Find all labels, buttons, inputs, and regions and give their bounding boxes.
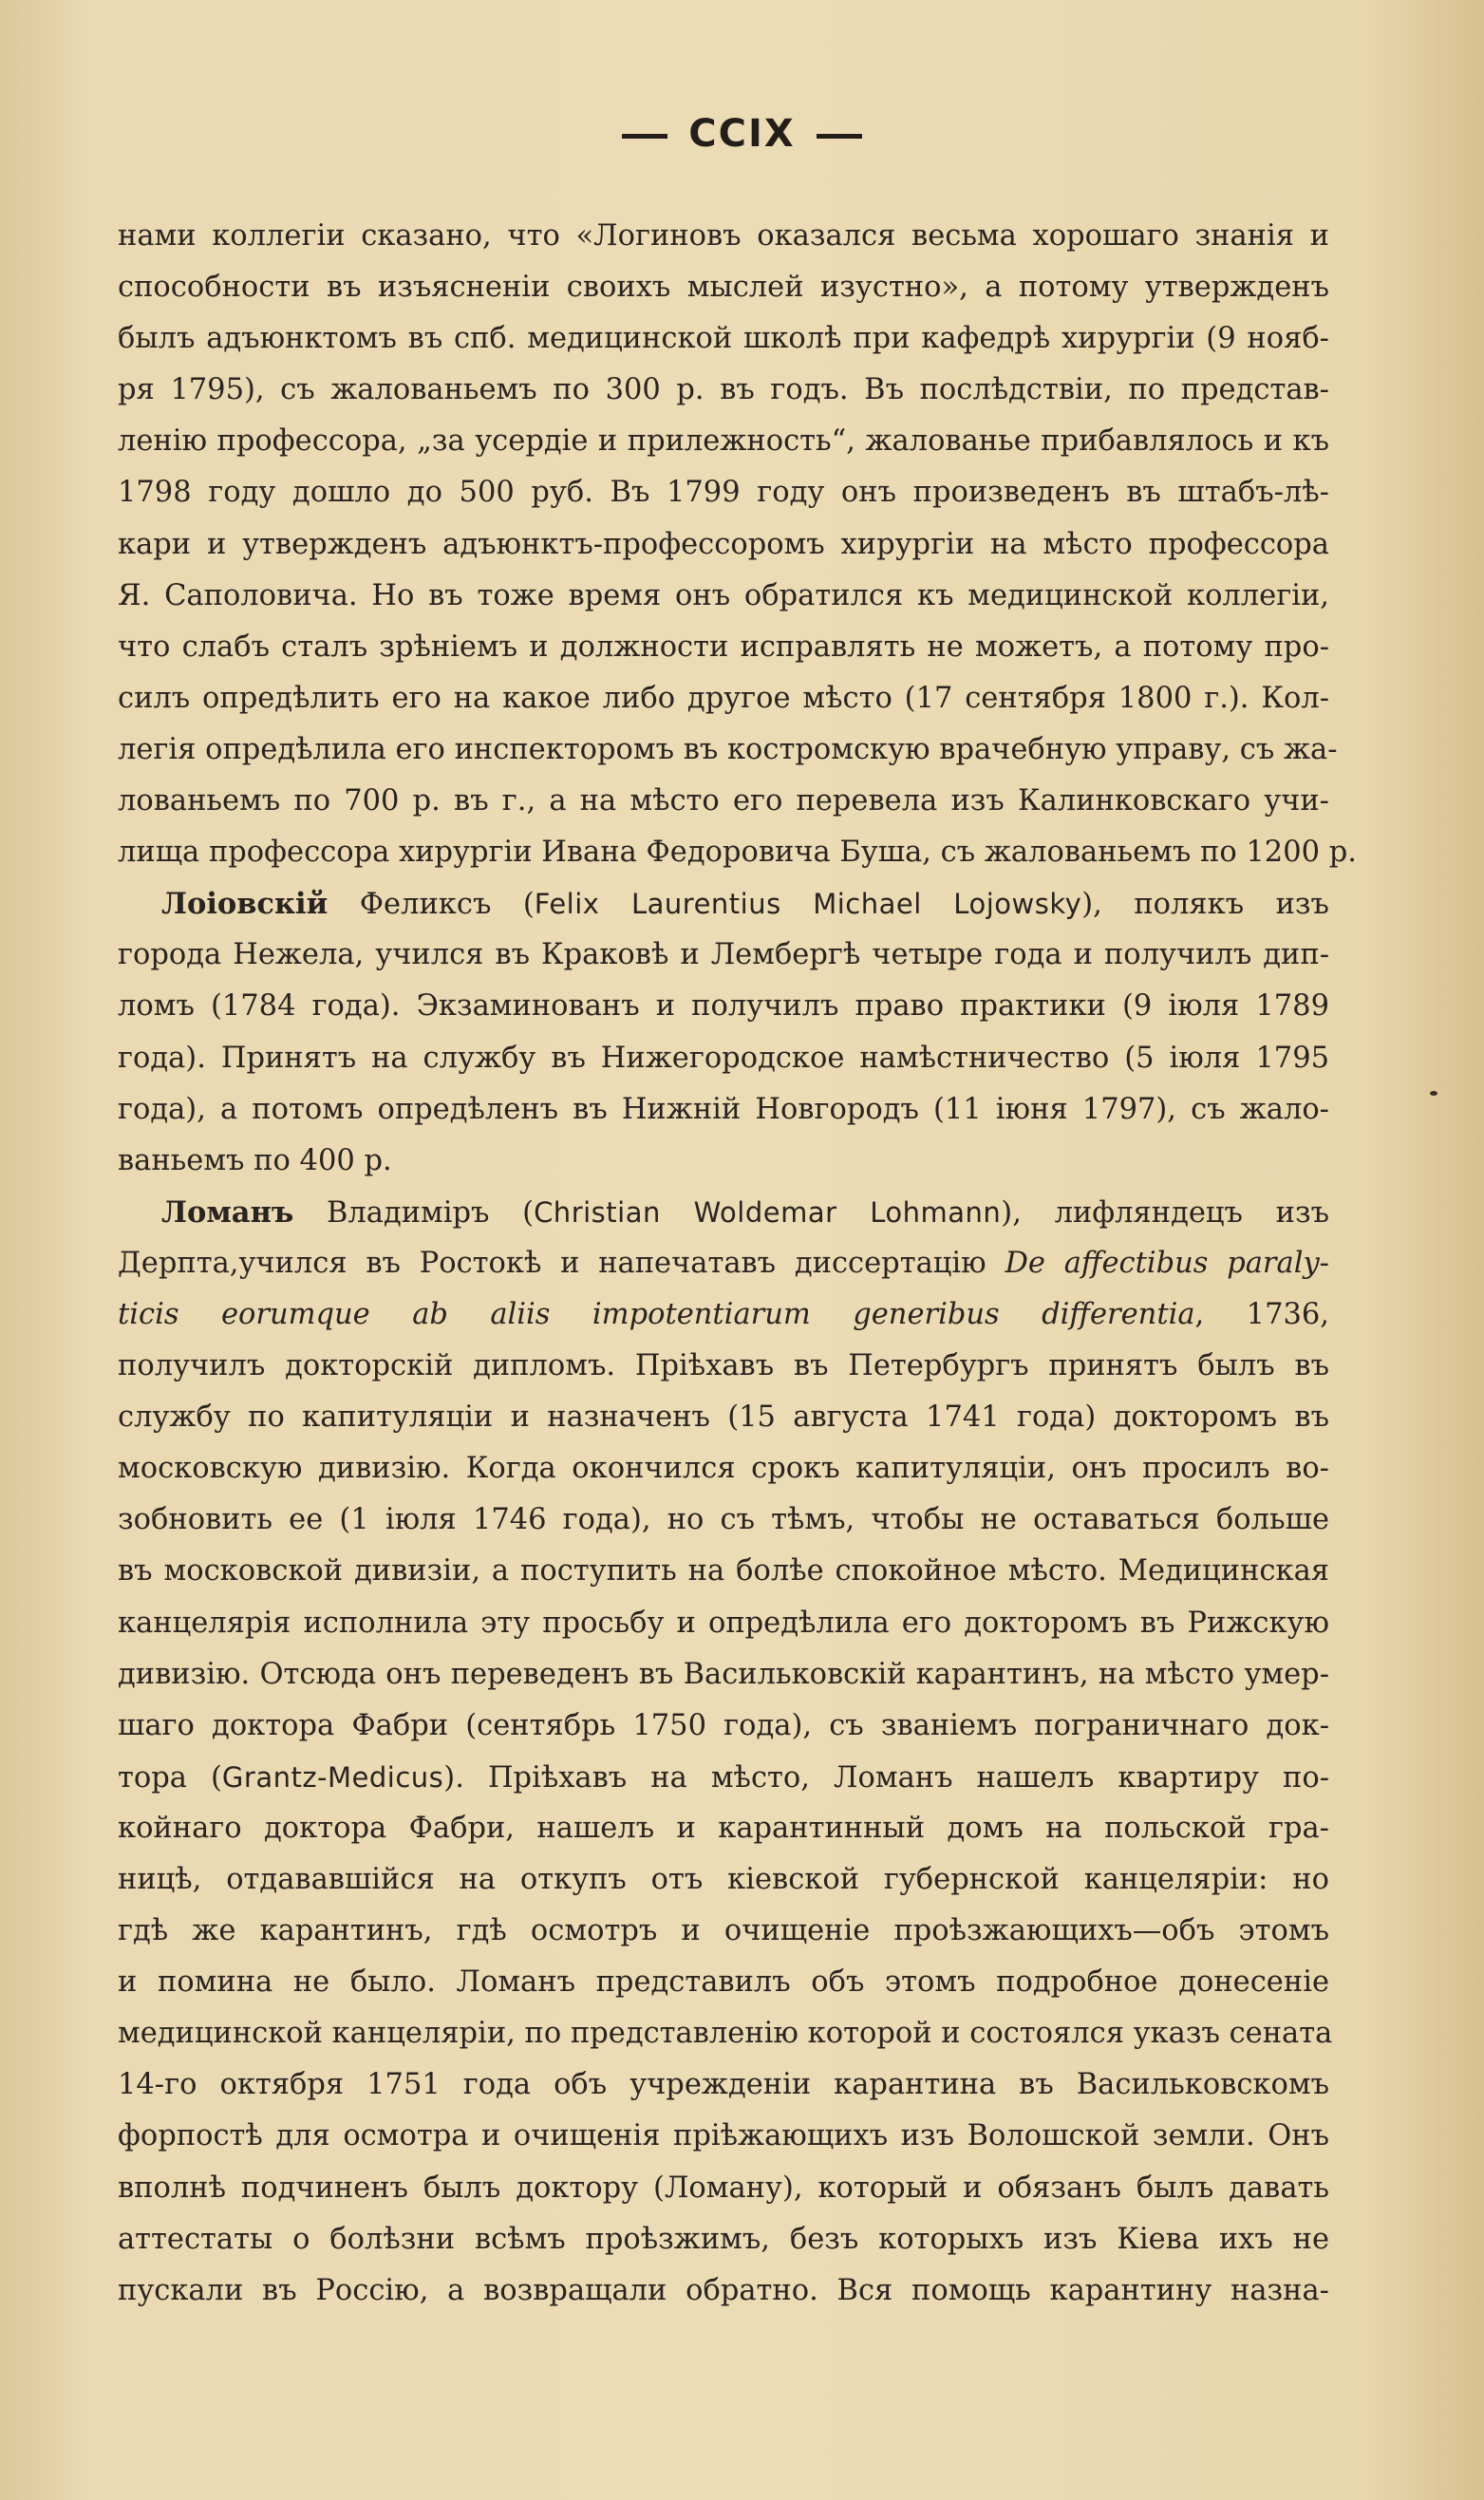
text-line: Я. Саполовича. Но въ тоже время онъ обратился къ медицинской коллегіи, <box>118 578 1329 612</box>
text-line: года). Принятъ на службу въ Нижегородское намѣстничество (5 іюля 1795 <box>118 1041 1329 1075</box>
text-line: силъ опредѣлить его на какое либо другое мѣсто (17 сентября 1800 г.). Кол- <box>118 681 1329 715</box>
text-line: зобновить ее (1 іюля 1746 года), но съ тѣмъ, чтобы не оставаться больше <box>118 1503 1329 1537</box>
text-line: города Нежела, учился въ Краковѣ и Лембергѣ четыре года и получилъ дип- <box>118 938 1329 972</box>
text-run: Дерпта,учился въ Ростокѣ и напечатавъ диссертацію <box>118 1246 1005 1280</box>
text-line: койнаго доктора Фабри, нашелъ и карантинный домъ на польской гра- <box>118 1811 1329 1845</box>
text-line: что слабъ сталъ зрѣніемъ и должности исправлять не можетъ, а потому про- <box>118 630 1329 664</box>
text-line: былъ адъюнктомъ въ спб. медицинской школѣ при кафедрѣ хирургіи (9 нояб- <box>118 322 1329 356</box>
text-run: ), лифляндецъ изъ <box>1001 1195 1329 1230</box>
text-line <box>118 1289 1329 1341</box>
text-run: , 1736, <box>1194 1297 1329 1331</box>
entry-first-line <box>118 1187 1329 1238</box>
text-line: медицинской канцеляріи, по представленію которой и состоялся указъ сената <box>118 2017 1333 2051</box>
text-line: вполнѣ подчиненъ былъ доктору (Ломану), который и обязанъ былъ давать <box>118 2171 1329 2205</box>
entry-name: Лоіовскій <box>161 887 329 922</box>
body-text <box>118 211 1357 2317</box>
text-line: гдѣ же карантинъ, гдѣ осмотръ и очищеніе проѣзжающихъ—объ этомъ <box>118 1914 1329 1948</box>
text-line <box>118 1752 1329 1803</box>
text-line: канцелярія исполнила эту просьбу и опредѣлила его докторомъ въ Рижскую <box>118 1606 1329 1640</box>
text-run: ). Пріѣхавъ на мѣсто, Ломанъ нашелъ квартиру по- <box>443 1760 1330 1795</box>
dissertation-title: De affectibus paraly- <box>1005 1246 1329 1280</box>
text-line: и помина не было. Ломанъ представилъ объ этомъ подробное донесеніе <box>118 1965 1329 2000</box>
text-line: службу по капитуляціи и назначенъ (15 августа 1741 года) докторомъ въ <box>118 1400 1329 1435</box>
right-dash <box>817 134 862 139</box>
text-run: ), полякъ изъ <box>1081 888 1329 922</box>
entry-first-line <box>118 878 1329 930</box>
text-run: Владиміръ ( <box>293 1195 535 1230</box>
latin-name: Felix Laurentius Michael Lojowsky <box>534 888 1082 921</box>
text-line: способности въ изъясненіи своихъ мыслей изустно», а потому утвержденъ <box>118 271 1329 305</box>
text-line: пускали въ Россію, а возвращали обратно. Вся помощь карантину назна- <box>118 2273 1329 2307</box>
text-line: лованьемъ по 700 р. въ г., а на мѣсто его перевела изъ Калинковскаго учи- <box>118 784 1329 818</box>
text-line: ря 1795), съ жалованьемъ по 300 р. въ годъ. Въ послѣдствіи, по представ- <box>118 373 1329 407</box>
text-line: получилъ докторскій дипломъ. Пріѣхавъ въ Петербургъ принятъ былъ въ <box>118 1349 1329 1383</box>
text-line: года), а потомъ опредѣленъ въ Нижній Новгородъ (11 іюня 1797), съ жало- <box>118 1092 1329 1126</box>
text-line: 1798 году дошло до 500 руб. Въ 1799 году онъ произведенъ въ штабъ-лѣ- <box>118 476 1329 510</box>
text-line: аттестаты о болѣзни всѣмъ проѣзжимъ, безъ которыхъ изъ Кіева ихъ не <box>118 2222 1329 2256</box>
text-line: въ московской дивизіи, а поступить на болѣе спокойное мѣсто. Медицинская <box>118 1554 1329 1588</box>
text-line: ломъ (1784 года). Экзаминованъ и получилъ право практики (9 іюля 1789 <box>118 989 1329 1024</box>
text-line: легія опредѣлила его инспекторомъ въ костромскую врачебную управу, съ жа- <box>118 732 1338 766</box>
text-line: кари и утвержденъ адъюнктъ-профессоромъ хирургіи на мѣсто профессора <box>118 527 1329 561</box>
latin-term: Grantz-Medicus <box>221 1760 444 1794</box>
text-line: ваньемъ по 400 р. <box>118 1143 392 1177</box>
text-run: тора ( <box>118 1760 222 1795</box>
text-line: дивизію. Отсюда онъ переведенъ въ Васильковскій карантинъ, на мѣсто умер- <box>118 1657 1329 1691</box>
text-line: шаго доктора Фабри (сентябрь 1750 года), съ званіемъ пограничнаго док- <box>118 1708 1329 1742</box>
latin-name: Christian Woldemar Lohmann <box>534 1195 1002 1229</box>
left-dash <box>622 134 667 139</box>
text-line: лища профессора хирургіи Ивана Федоровича Буша, съ жалованьемъ по 1200 р. <box>118 836 1357 870</box>
page-number: CCIX <box>688 112 796 156</box>
text-run: Феликсъ ( <box>328 888 535 922</box>
text-line: форпостѣ для осмотра и очищенія пріѣжающихъ изъ Волошской земли. Онъ <box>118 2119 1329 2153</box>
text-line: ницѣ, отдававшійся на откупъ отъ кіевской губернской канцеляріи: но <box>118 1863 1329 1896</box>
text-line: ленію профессора, „за усердіе и прилежность“, жалованье прибавлялось и къ <box>118 424 1329 459</box>
text-line: 14-го октября 1751 года объ учрежденіи карантина въ Васильковскомъ <box>118 2068 1329 2102</box>
entry-name: Ломанъ <box>161 1194 294 1230</box>
text-line: московскую дивизію. Когда окончился срокъ капитуляціи, онъ просилъ во- <box>118 1452 1329 1486</box>
dissertation-title: ticis eorumque ab aliis impotentiarum generibus differentia <box>118 1297 1195 1331</box>
text-line <box>118 1238 1329 1289</box>
page-header <box>0 112 1484 156</box>
text-line: нами коллегіи сказано, что «Логиновъ оказался весьма хорошаго знанія и <box>118 219 1329 253</box>
ink-speck <box>1430 1091 1437 1096</box>
